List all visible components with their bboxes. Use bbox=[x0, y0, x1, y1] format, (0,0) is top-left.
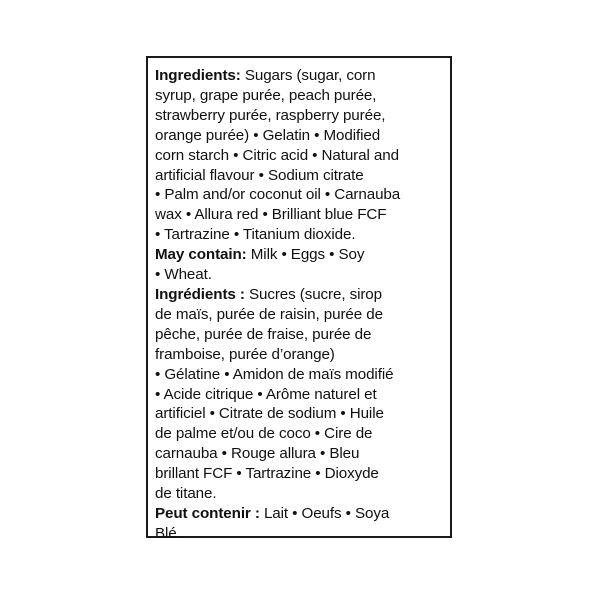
french-ingredients-line-10: brillant FCF • Tartrazine • Dioxyde bbox=[155, 465, 379, 483]
french-ingredients-line-11: de titane. bbox=[155, 485, 217, 503]
french-ingredients-heading: Ingrédients : bbox=[155, 285, 245, 303]
ingredients-label-panel bbox=[146, 56, 452, 542]
english-may-contain-line-2: • Wheat. bbox=[155, 266, 212, 284]
english-ingredients-line-9: • Tartrazine • Titanium dioxide. bbox=[155, 226, 356, 244]
english-ingredients-line-7: • Palm and/or coconut oil • Carnauba bbox=[155, 186, 401, 204]
english-ingredients-line-2: syrup, grape purée, peach purée, bbox=[155, 86, 377, 104]
french-ingredients-line-5: • Gélatine • Amidon de maïs modifié bbox=[155, 365, 394, 383]
french-ingredients-line-4: framboise, purée d’orange) bbox=[155, 345, 335, 363]
english-ingredients-text: Sugars (sugar, corn bbox=[240, 67, 376, 84]
french-may-contain-line-2: Blé. bbox=[155, 524, 181, 542]
french-ingredients-line-3: pêche, purée de fraise, purée de bbox=[155, 325, 372, 343]
french-may-contain-heading: Peut contenir : bbox=[155, 504, 260, 522]
english-ingredients-line-1 bbox=[155, 66, 444, 86]
english-may-contain-text: Milk • Eggs • Soy bbox=[246, 246, 365, 264]
french-may-contain-line-1 bbox=[155, 504, 444, 524]
french-ingredients-line-9: carnauba • Rouge allura • Bleu bbox=[155, 445, 360, 463]
french-ingredients-line-1 bbox=[155, 285, 444, 305]
french-ingredients-line-6: • Acide citrique • Arôme naturel et bbox=[155, 385, 377, 403]
french-ingredients-text: Sucres (sucre, sirop bbox=[244, 285, 383, 303]
english-ingredients-heading: Ingredients: bbox=[155, 67, 241, 84]
english-ingredients-line-5: corn starch • Citric acid • Natural and bbox=[155, 146, 399, 164]
french-ingredients-line-7: artificiel • Citrate de sodium • Huile bbox=[155, 405, 384, 423]
french-may-contain-text: Lait • Oeufs • Soya bbox=[259, 504, 390, 522]
english-may-contain-heading: May contain: bbox=[155, 246, 247, 264]
french-ingredients-line-8: de palme et/ou de coco • Cire de bbox=[155, 425, 373, 443]
english-ingredients-line-8: wax • Allura red • Brilliant blue FCF bbox=[155, 206, 387, 224]
french-ingredients-line-2: de maïs, purée de raisin, purée de bbox=[155, 305, 383, 323]
english-may-contain-line-1 bbox=[155, 245, 444, 265]
english-ingredients-line-6: artificial flavour • Sodium citrate bbox=[155, 166, 364, 184]
english-ingredients-line-3: strawberry purée, raspberry purée, bbox=[155, 106, 386, 124]
english-ingredients-line-4: orange purée) • Gelatin • Modified bbox=[155, 126, 381, 144]
